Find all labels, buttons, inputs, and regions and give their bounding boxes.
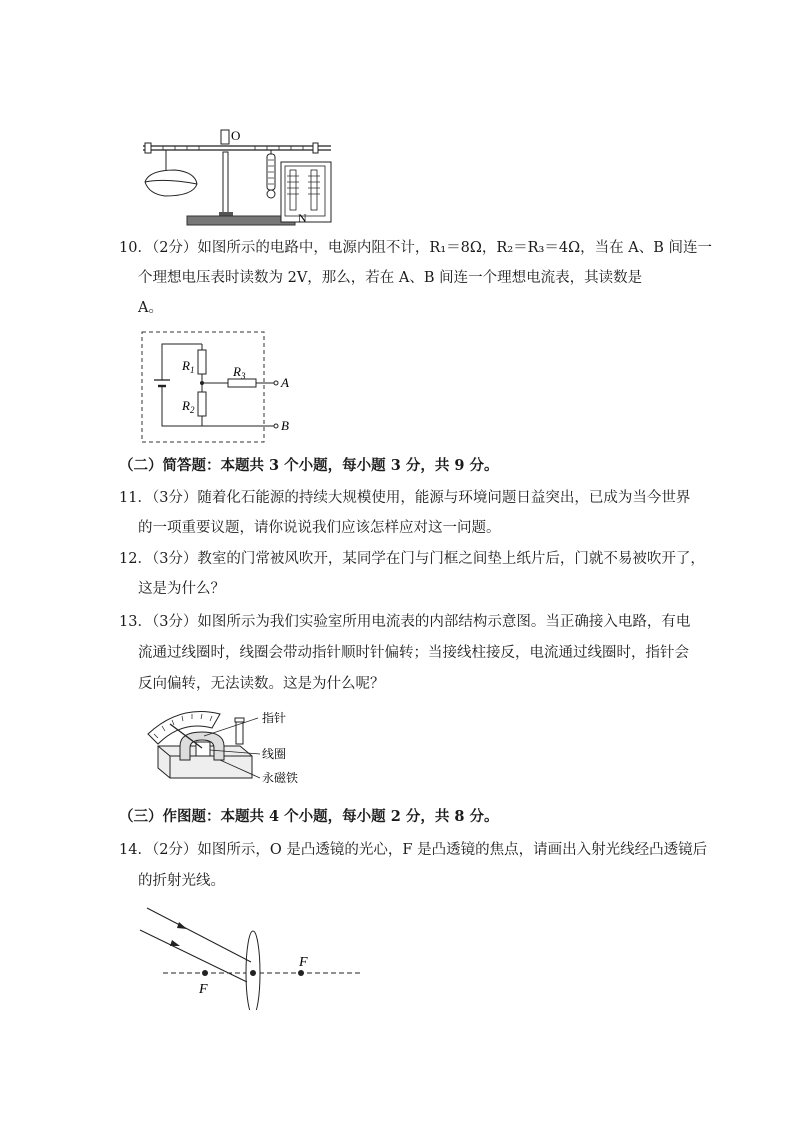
label-magnet: 永磁铁: [262, 771, 299, 785]
q14-line-2: 的折射光线。: [138, 873, 225, 889]
label-pointer: 指针: [262, 711, 287, 725]
label-r2: R: [182, 398, 190, 413]
q12-number: 12．: [119, 551, 152, 567]
q10-line-2: 个理想电压表时读数为 2V，那么，若在 A、B 间连一个理想电流表，其读数是: [138, 270, 643, 286]
q10-number: 10．: [119, 240, 152, 256]
q14-number: 14．: [119, 842, 152, 858]
ammeter-structure-figure: [140, 704, 320, 792]
label-r3-sub: 3: [240, 371, 246, 381]
label-f-right: F: [299, 955, 308, 970]
q12-line-2: 这是为什么？: [138, 581, 225, 597]
label-r1-sub: 1: [189, 365, 195, 375]
q13-line-1: （3分）如图所示为我们实验室所用电流表的内部结构示意图。当正确接入电路，有电: [151, 614, 691, 630]
label-a: A: [281, 375, 289, 390]
q13-line-3: 反向偏转，无法读数。这是为什么呢？: [138, 676, 385, 692]
svg-text:R2: [181, 398, 195, 415]
q11-line-2: 的一项重要议题，请你说说我们应该怎样应对这一问题。: [138, 520, 501, 536]
circuit-figure: [140, 330, 300, 446]
label-r3: R: [233, 364, 241, 379]
q10-line-3: A。: [138, 300, 163, 316]
q14-line-1: （2分）如图所示，O 是凸透镜的光心，F 是凸透镜的焦点，请画出入射光线经凸透镜后: [151, 842, 708, 858]
balance-electromagnet-figure: [135, 124, 335, 228]
q13-number: 13．: [119, 614, 152, 630]
svg-text:R1: [181, 358, 194, 375]
q12-line-1: （3分）教室的门常被风吹开，某同学在门与门框之间垫上纸片后，门就不易被吹开了，: [151, 551, 705, 567]
convex-lens-figure: [135, 900, 365, 1010]
section-3-heading: （三）作图题：本题共 4 个小题，每小题 2 分，共 8 分。: [119, 808, 499, 825]
q13-line-2: 流通过线圈时，线圈会带动指针顺时针偏转；当接线柱接反，电流通过线圈时，指针会: [138, 645, 689, 661]
label-o: O: [231, 128, 241, 143]
label-b: B: [281, 418, 289, 433]
q10-line-1: （2分）如图所示的电路中，电源内阻不计，R₁＝8Ω，R₂＝R₃＝4Ω，当在 A、B 间连一: [151, 240, 712, 256]
label-r1: R: [182, 358, 190, 373]
label-n: N: [298, 211, 307, 225]
section-2-heading: （二）简答题：本题共 3 个小题，每小题 3 分，共 9 分。: [119, 457, 499, 474]
q11-line-1: （3分）随着化石能源的持续大规模使用，能源与环境问题日益突出，已成为当今世界: [151, 490, 691, 506]
label-r2-sub: 2: [189, 405, 195, 415]
svg-text:R3: [232, 364, 246, 381]
label-coil: 线圈: [262, 747, 287, 761]
q11-number: 11．: [119, 490, 152, 506]
label-f-left: F: [199, 982, 208, 997]
